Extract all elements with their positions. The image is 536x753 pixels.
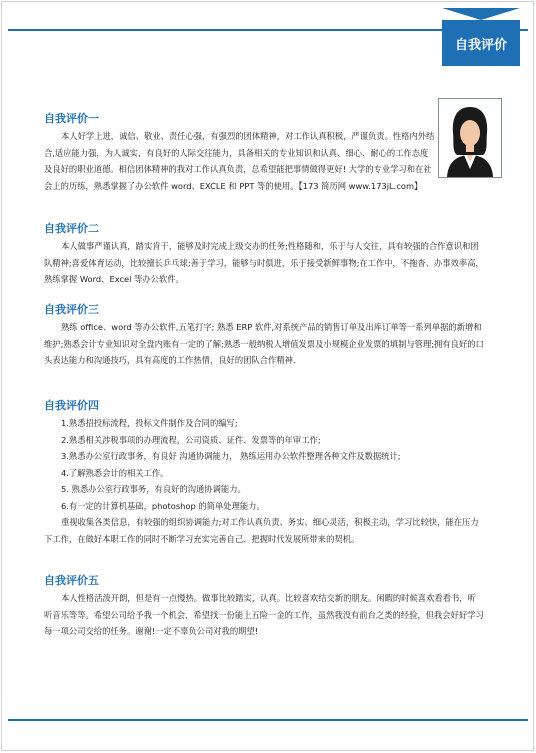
self-evaluation-5 — [44, 574, 484, 640]
section-text: 熟练 office、word 等办公软件,五笔打字; 熟悉 ERP 软件,对系统产品的销售订单及出库订单等一系列单据的新增和维护;熟悉会计专业知识对全盘内账有一定的了解;熟悉一般纳税人增值发票及小规模企业发票的填制与管理;拥有良好的口头表达能力和沟通技巧，具有高度的工作热情，良好的团队合作精神. — [44, 322, 484, 365]
section-title: 自我评价四 — [44, 399, 99, 412]
list-item: 3.熟悉办公室行政事务，有良好 沟通协调能力， 熟练运用办公软件整理各种文件及数据统计; — [61, 451, 401, 461]
self-evaluation-1 — [44, 112, 484, 194]
self-evaluation-3 — [44, 303, 484, 369]
list-item: 2.熟悉相关涉税事项的办理流程，公司资质、证件、发票等的年审工作; — [61, 434, 321, 445]
section-text: 本人做事严谨认真，踏实肯干，能够及时完成上级交办的任务;性格随和，乐于与人交往，具有较强的合作意识和团队精神;喜爱体育运动，比较擅长乒乓球;善于学习，能够与时俱进，乐于接受新鲜事物;在工作中，不拖沓、办事效率高，熟练掌握 Word、Excel 等办公软件。 — [44, 241, 484, 284]
section-title: 自我评价五 — [44, 574, 99, 587]
section-text: 重视收集各类信息，有较强的组织协调能力;对工作认真负责、务实、细心灵活，积极主动，学习比较快，能在压力下工作，在做好本职工作的同时不断学习充实完善自己、把握时代发展所带来的契机。 — [44, 517, 479, 544]
footer-rule — [8, 719, 528, 721]
list-item: 4.了解熟悉会计的相关工作。 — [61, 467, 169, 478]
section-title: 自我评价二 — [44, 222, 99, 235]
list-item: 5. 熟悉办公室行政事务，有良好的沟通协调能力。 — [61, 484, 246, 494]
section-tag — [442, 8, 520, 66]
section-tag-label: 自我评价 — [454, 38, 507, 53]
section-title: 自我评价一 — [44, 112, 99, 125]
section-title: 自我评价三 — [44, 303, 99, 316]
tag-notch — [442, 8, 520, 20]
list-item: 6.有一定的计算机基础，photoshop 的简单处理能力。 — [61, 500, 265, 511]
list-item: 1.熟悉招投标流程，投标文件制作及合同的编写; — [61, 418, 238, 428]
self-evaluation-2 — [44, 222, 484, 288]
self-evaluation-4 — [44, 399, 484, 547]
section-text: 本人好学上进，诚信、敬业、责任心强，有强烈的团体精神，对工作认真积极，严谨负责。性格内外结合,适应能力强，为人诚实，有良好的人际交往能力，具备相关的专业知识和认真、细心、耐心的工作态度及良好的职业道德。相信团体精神的我对工作认真负责，总希望能把事情做得更好! 大学的专业学习和在社会上的历练，熟悉掌握了办公软件 word、EXCLE 和 PPT 等的使用。【173 简历网 www.173jL.com】 — [44, 131, 435, 191]
section-text: 本人性格活泼开朗，但是有一点慢热。做事比较踏实，认真。比较喜欢结交新的朋友。闲暇的时候喜欢看看书，听听音乐等等。希望公司给予我一个机会，希望找一份能上五险一金的工作，虽然我没有前台之类的经验，但我会好好学习每一项公司交给的任务。谢谢!一定不辜负公司对我的期望! — [44, 593, 484, 636]
